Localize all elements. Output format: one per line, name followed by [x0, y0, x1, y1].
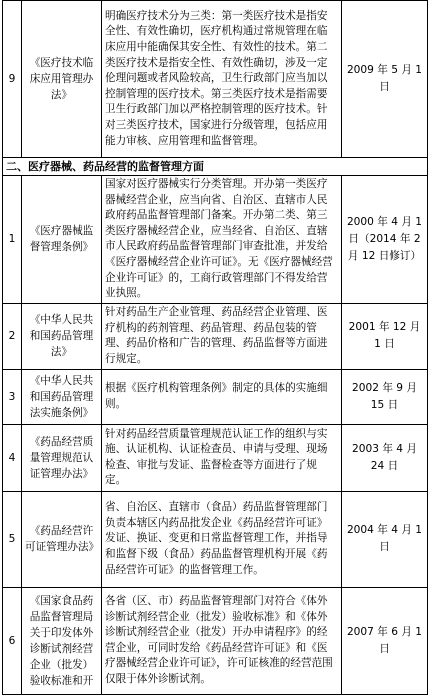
- row-number: 2: [3, 303, 22, 369]
- regulation-name: 《中华人民共和国药品管理法实施条例》: [22, 369, 102, 424]
- row-number: 3: [3, 369, 22, 424]
- effective-date: 2000 年 4 月 1 日（2014 年 2 月 12 日修订）: [342, 176, 428, 304]
- regulation-content: 针对药品经营质量管理规范认证工作的组织与实施、认证机构、认证检查员、申请与受理、现场检查、审批与发证、监督检查等方面进行了规定。: [102, 424, 342, 491]
- regulation-name: 《中华人民共和国药品管理法》: [22, 303, 102, 369]
- regulation-name: 《药品经营质量管理规范认证管理办法》: [22, 424, 102, 491]
- row-number: 1: [3, 176, 22, 304]
- regulation-name: 《医疗技术临床应用管理办法》: [22, 1, 102, 158]
- regulation-content: 各省（区、市）药品监督管理部门对符合《体外诊断试剂经营企业（批发）验收标准》和《体外诊断试剂经营企业（批发）开办申请程序》的经营企业，可同时发给《药品经营许可证》和《医疗器械经营企业许可证》，许可证核准的经营范围仅限于体外诊断试剂。: [102, 587, 342, 694]
- table-row: [3, 587, 428, 694]
- effective-date: 2001 年 12 月 1 日: [342, 303, 428, 369]
- table-row: [3, 176, 428, 304]
- row-number: 9: [3, 1, 22, 158]
- effective-date: 2004 年 4 月 1 日: [342, 491, 428, 587]
- section-title: 二、医疗器械、药品经营的监督管理方面: [3, 158, 428, 176]
- regulation-content: 明确医疗技术分为三类：第一类医疗技术是指安全性、有效性确切，医疗机构通过常规管理在临床应用中能确保其安全性、有效性的技术。第二类医疗技术是指安全性、有效性确切，涉及一定伦理问题或者风险较高，卫生行政部门应当加以控制管理的医疗技术。第三类医疗技术是指需要卫生行政部门加以严格控制管理的医疗技术。针对三类医疗技术，国家进行分级管理，包括应用能力审核、应用管理和监督管理。: [102, 1, 342, 158]
- regulation-name: 《药品经营许可证管理办法》: [22, 491, 102, 587]
- effective-date: 2009 年 5 月 1 日: [342, 1, 428, 158]
- effective-date: 2007 年 6 月 1 日: [342, 587, 428, 694]
- table-row: [3, 491, 428, 587]
- table-row: [3, 424, 428, 491]
- regulation-table: [2, 0, 428, 695]
- regulation-name: 《医疗器械监督管理条例》: [22, 176, 102, 304]
- regulation-content: 省、自治区、直辖市（食品）药品监督管理部门负责本辖区内药品批发企业《药品经营许可证》发证、换证、变更和日常监督管理工作，并指导和监督下级（食品）药品监督管理机构开展《药品经营许可证》的监督管理工作。: [102, 491, 342, 587]
- row-number: 4: [3, 424, 22, 491]
- row-number: 5: [3, 491, 22, 587]
- regulation-name: 《国家食品药品监督管理局关于印发体外诊断试剂经营企业（批发）验收标准和开: [22, 587, 102, 694]
- regulation-content: 针对药品生产企业管理、药品经营企业管理、医疗机构的药剂管理、药品管理、药品包装的管理、药品价格和广告的管理、药品监督等方面进行规定。: [102, 303, 342, 369]
- table-row: [3, 369, 428, 424]
- regulation-content: 根据《医疗机构管理条例》制定的具体的实施细则。: [102, 369, 342, 424]
- table-row: [3, 1, 428, 158]
- row-number: 6: [3, 587, 22, 694]
- table-row: [3, 303, 428, 369]
- effective-date: 2003 年 4 月 24 日: [342, 424, 428, 491]
- effective-date: 2002 年 9 月 15 日: [342, 369, 428, 424]
- section-header-row: [3, 158, 428, 176]
- regulation-content: 国家对医疗器械实行分类管理。开办第一类医疗器械经营企业，应当向省、自治区、直辖市人民政府药品监督管理部门备案。开办第二类、第三类医疗器械经营企业，应当经省、自治区、直辖市人民政府药品监督管理部门审查批准，并发给《医疗器械经营企业许可证》。无《医疗器械经营企业许可证》的，工商行政管理部门不得发给营业执照。: [102, 176, 342, 304]
